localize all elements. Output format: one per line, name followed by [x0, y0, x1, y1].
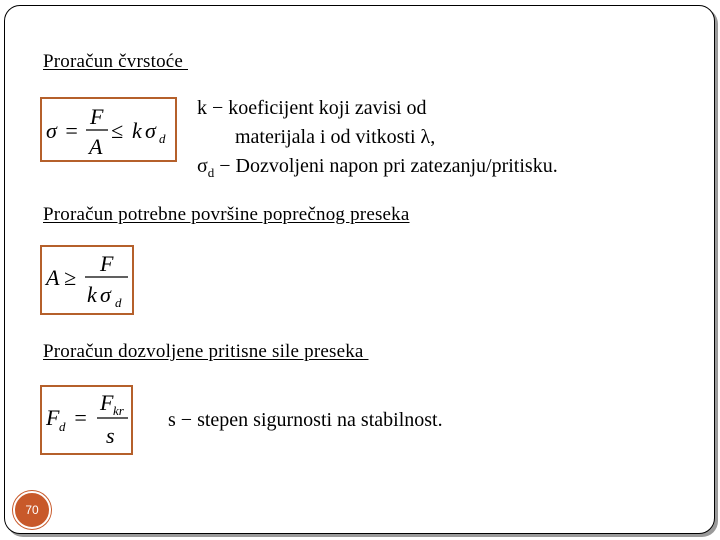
formula-3-num-sub: kr [113, 403, 124, 418]
text-safety-factor: s − stepen sigurnosti na stabilnost. [168, 409, 443, 431]
formula-3-denominator: s [106, 423, 115, 448]
page-number-badge [13, 491, 51, 529]
formula-1-sigma: σ [145, 118, 156, 143]
formula-1-lhs: σ [46, 118, 57, 143]
formula-2-den-k: k [87, 282, 97, 307]
formula-2-rel: ≥ [64, 265, 77, 290]
formula-3-lhs: F [46, 405, 60, 430]
formula-allowed-force-svg [42, 387, 131, 453]
formula-1-rel: ≤ [111, 118, 124, 143]
text-line-material: materijala i od vitkosti λ, [235, 126, 436, 148]
text-sigma-symbol: σ [197, 155, 208, 177]
formula-1-eq: = [64, 118, 79, 143]
heading-strength-calculation: Proračun čvrstoće [43, 51, 188, 72]
heading-allowed-compressive-force: Proračun dozvoljene pritisne sile preseka [43, 341, 369, 362]
formula-2-den-sub: d [115, 295, 122, 310]
formula-1-numerator: F [90, 104, 104, 129]
formula-1-sub: d [159, 131, 166, 146]
formula-2-numerator: F [100, 251, 114, 276]
formula-stress-check-svg [42, 99, 175, 160]
formula-required-area [40, 245, 134, 315]
formula-stress-check [40, 97, 177, 162]
page-number: 70 [25, 503, 39, 517]
formula-3-numerator: F [100, 390, 114, 415]
formula-2-lhs: A [46, 265, 60, 290]
formula-allowed-force [40, 385, 133, 455]
formula-1-denominator: A [89, 134, 103, 159]
text-sigma-rest: − Dozvoljeni napon pri zatezanju/pritisku. [214, 155, 558, 177]
text-sigma-sub: d [207, 165, 215, 180]
formula-2-den-sigma: σ [100, 282, 111, 307]
text-line-k: k − koeficijent koji zavisi od [197, 97, 427, 119]
formula-3-lhs-sub: d [59, 419, 66, 434]
formula-3-eq: = [73, 405, 88, 430]
text-line-sigma [197, 155, 558, 180]
formula-1-k: k [132, 118, 142, 143]
text-coefficient-explanation [197, 94, 558, 187]
heading-required-area: Proračun potrebne površine poprečnog preseka [43, 204, 410, 225]
formula-required-area-svg [42, 247, 132, 313]
